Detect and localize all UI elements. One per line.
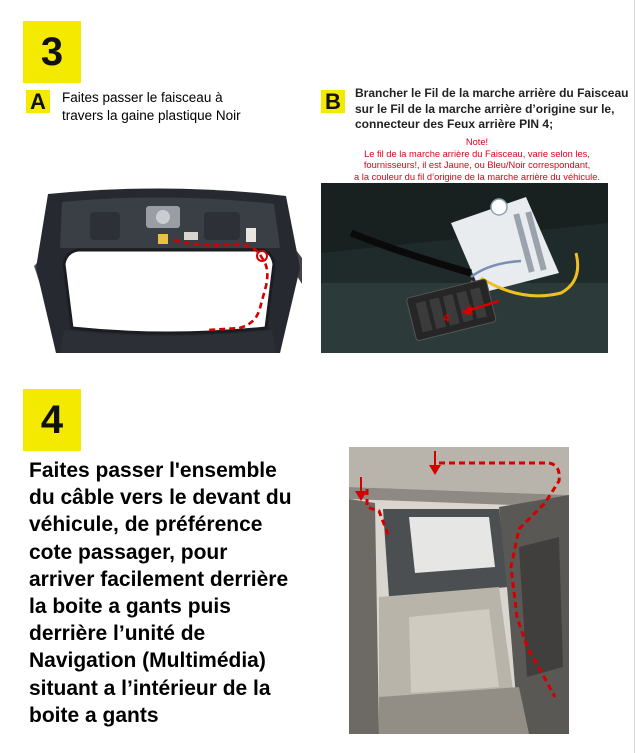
step-4-instruction: [29, 457, 292, 729]
step-4-line-5: arriver facilement derrière: [29, 567, 289, 591]
step-4-line-9: situant a l’intérieur de la: [29, 676, 271, 700]
connector-photo: [321, 183, 608, 353]
note-title: Note!: [465, 137, 489, 147]
tailgate-photo: [34, 188, 302, 353]
note-line-3: a la couleur du fil d’origine de la marche arrière du véhicule.: [354, 171, 600, 182]
step-a-line-1: Faites passer le faisceau à: [62, 90, 223, 105]
step-4-line-10: boite a gants: [29, 703, 159, 727]
tailgate-photo-illustration: [34, 188, 302, 353]
step-4-number: 4: [40, 397, 64, 442]
trunk-interior-photo: [349, 447, 569, 734]
step-a-instruction: [62, 89, 241, 125]
step-4-line-3: véhicule, de préférence: [29, 513, 263, 537]
step-4-line-1: Faites passer l'ensemble: [29, 459, 277, 482]
step-b-line-2: sur le Fil de la marche arrière d’origine sur le,: [355, 101, 615, 116]
step-a-letter: A: [30, 88, 46, 114]
trunk-interior-illustration: [349, 447, 569, 734]
step-b-line-3: connecteur des Feux arrière PIN 4;: [355, 117, 554, 131]
step-a-badge: [26, 90, 50, 113]
step-4-line-2: du câble vers le devant du: [29, 486, 292, 510]
step-b-letter: B: [325, 88, 341, 114]
note-block: [318, 137, 636, 183]
connector-photo-illustration: [321, 183, 608, 353]
pin-4-label: 4: [443, 311, 450, 325]
step-4-line-6: la boite a gants puis: [29, 595, 231, 619]
step-4-line-8: Navigation (Multimédia): [29, 649, 266, 673]
step-4-badge: [23, 389, 81, 451]
step-3-badge: [23, 21, 81, 83]
step-3-number: 3: [40, 29, 64, 74]
step-b-line-1: Brancher le Fil de la marche arrière du Faisceau: [355, 86, 629, 100]
step-b-instruction: [355, 86, 628, 133]
note-line-2: fournisseurs!, il est Jaune, ou Bleu/Noir correspondant,: [363, 160, 591, 170]
page-edge-divider: [634, 0, 635, 753]
step-b-badge: [321, 90, 345, 113]
step-4-line-7: derrière l’unité de: [29, 622, 206, 646]
note-line-1: Le fil de la marche arrière du Faisceau, varie selon les,: [364, 148, 590, 159]
step-a-line-2: travers la gaine plastique Noir: [62, 108, 241, 123]
step-4-line-4: cote passager, pour: [29, 540, 228, 564]
